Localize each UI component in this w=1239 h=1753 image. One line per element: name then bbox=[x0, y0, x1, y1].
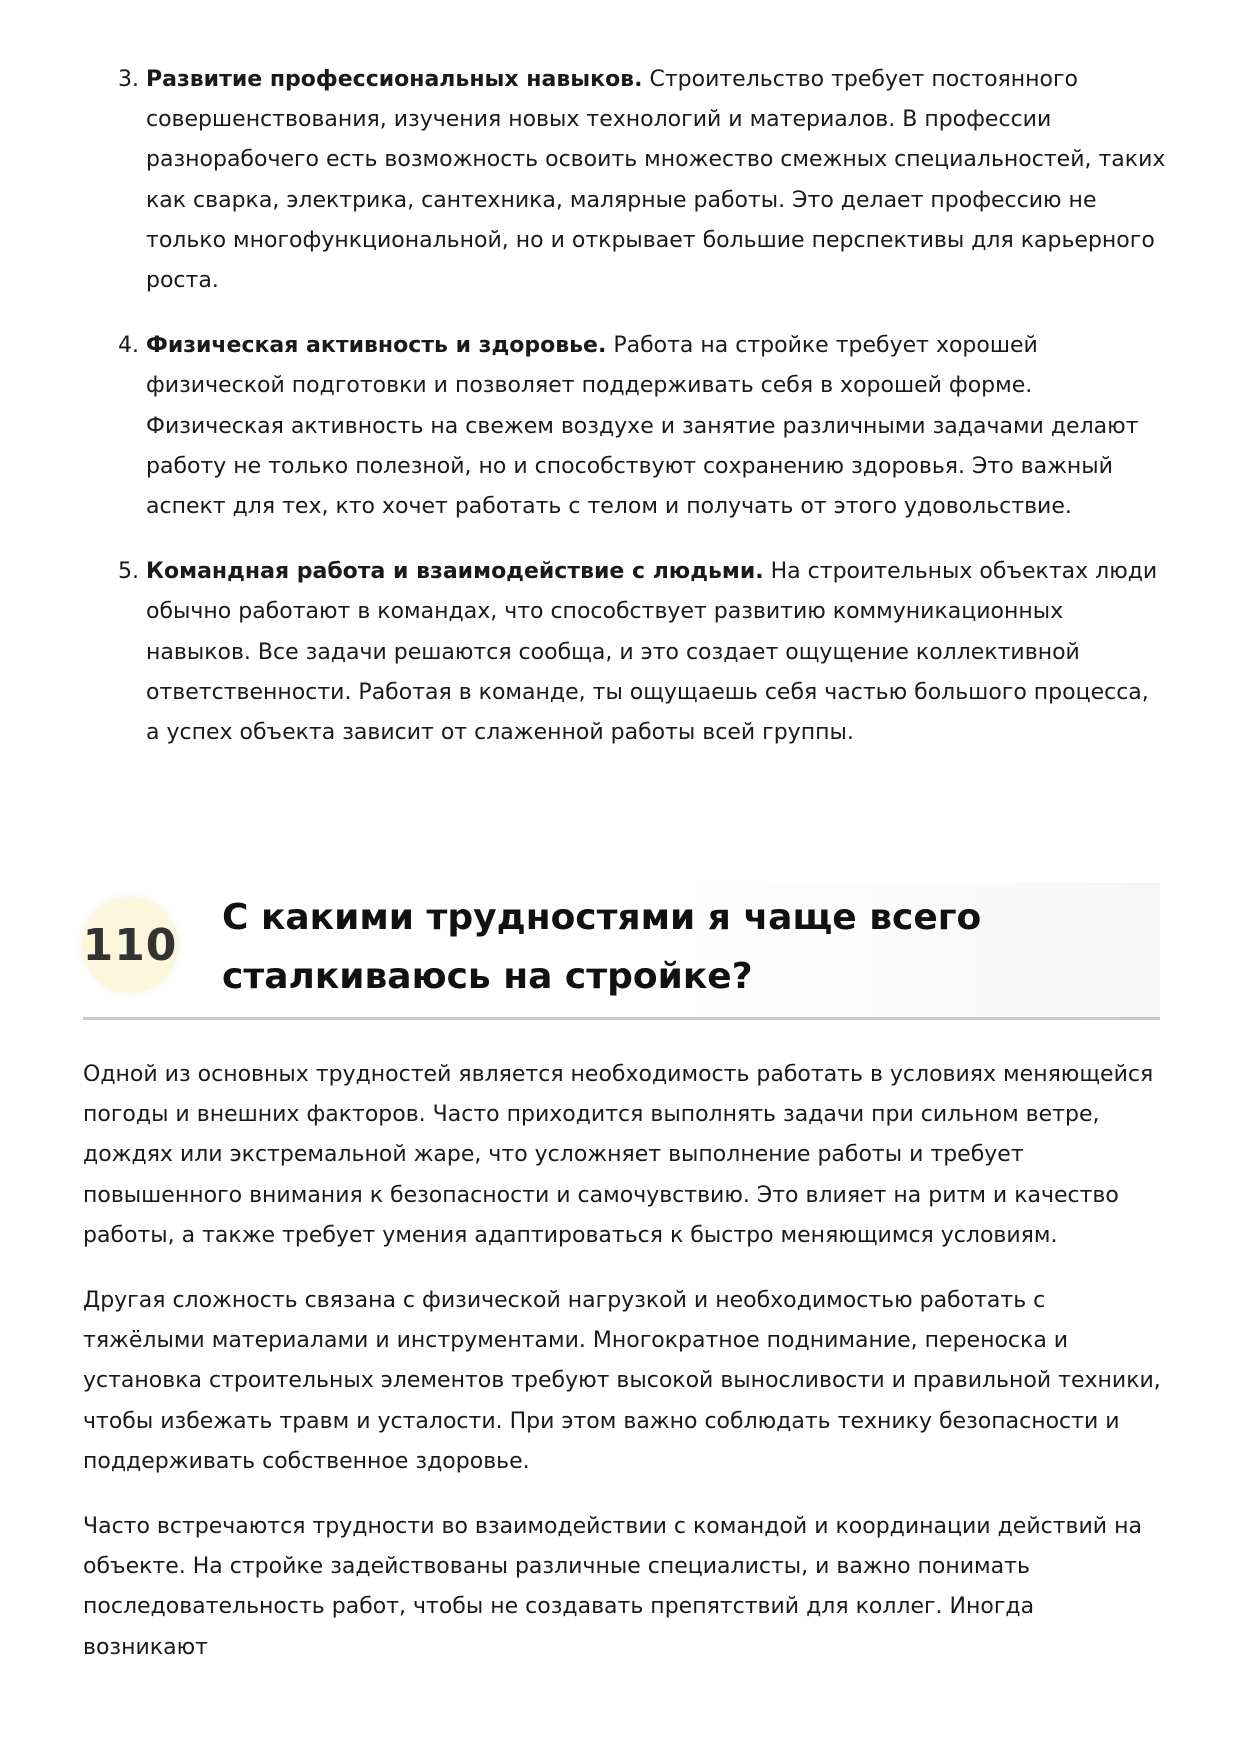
list-item-text: Работа на стройке требует хорошей физической подготовки и позволяет поддерживать себя в хорошей форме. Физическая активность на свежем воздухе и занятие различными задачами делают работу не только полезной, но и способствуют сохранению здоровья. Это важный аспект для тех, кто хочет работать с телом и получать от этого удовольствие. bbox=[146, 333, 1139, 520]
list-item-text: Строительство требует постоянного совершенствования, изучения новых технологий и материалов. В профессии разнорабочего есть возможность освоить множество смежных специальностей, таких как сварка, электрика, сантехника, малярные работы. Это делает профессию не только многофункциональной, но и открывает большие перспективы для карьерного роста. bbox=[146, 67, 1166, 294]
paragraph: Часто встречаются трудности во взаимодействии с командой и координации действий на объекте. На стройке задействованы различные специалисты, и важно понимать последовательность работ, чтобы не создавать препятствий для коллег. Иногда возникают bbox=[83, 1514, 1142, 1660]
paragraph: Одной из основных трудностей является необходимость работать в условиях меняющейся погоды и внешних факторов. Часто приходится выполнять задачи при сильном ветре, дождях или экстремальной жаре, что усложняет выполнение работы и требует повышенного внимания к безопасности и самочувствию. Это влияет на ритм и качество работы, а также требует умения адаптироваться к быстро меняющимся условиям. bbox=[83, 1062, 1154, 1248]
list-item bbox=[118, 326, 1166, 527]
section-title: С какими трудностями я чаще всего сталкиваюсь на стройке? bbox=[222, 897, 982, 997]
list-item-lead: Командная работа и взаимодействие с людьми. bbox=[146, 559, 764, 585]
section-number-badge: 110 bbox=[83, 898, 177, 992]
list-item bbox=[118, 60, 1166, 301]
paragraph: Другая сложность связана с физической нагрузкой и необходимостью работать с тяжёлыми материалами и инструментами. Многократное поднимание, переноска и установка строительных элементов требуют высокой выносливости и правильной техники, чтобы избежать травм и усталости. При этом важно соблюдать технику безопасности и поддерживать собственное здоровье. bbox=[83, 1288, 1161, 1474]
list-item-text: На строительных объектах люди обычно работают в командах, что способствует развитию коммуникационных навыков. Все задачи решаются сообща, и это создает ощущение коллективной ответственности. Работая в команде, ты ощущаешь себя частью большого процесса, а успех объекта зависит от слаженной работы всей группы. bbox=[146, 559, 1158, 746]
section-heading bbox=[83, 883, 1160, 1020]
list-item-number: 5. bbox=[118, 559, 139, 585]
list-item-number: 4. bbox=[118, 333, 139, 359]
list-item-number: 3. bbox=[118, 67, 139, 92]
list-item-lead: Физическая активность и здоровье. bbox=[146, 333, 607, 359]
list-item-lead: Развитие профессиональных навыков. bbox=[146, 67, 643, 92]
section-body bbox=[83, 1055, 1163, 1693]
list-item bbox=[118, 552, 1166, 753]
numbered-list bbox=[118, 60, 1166, 778]
